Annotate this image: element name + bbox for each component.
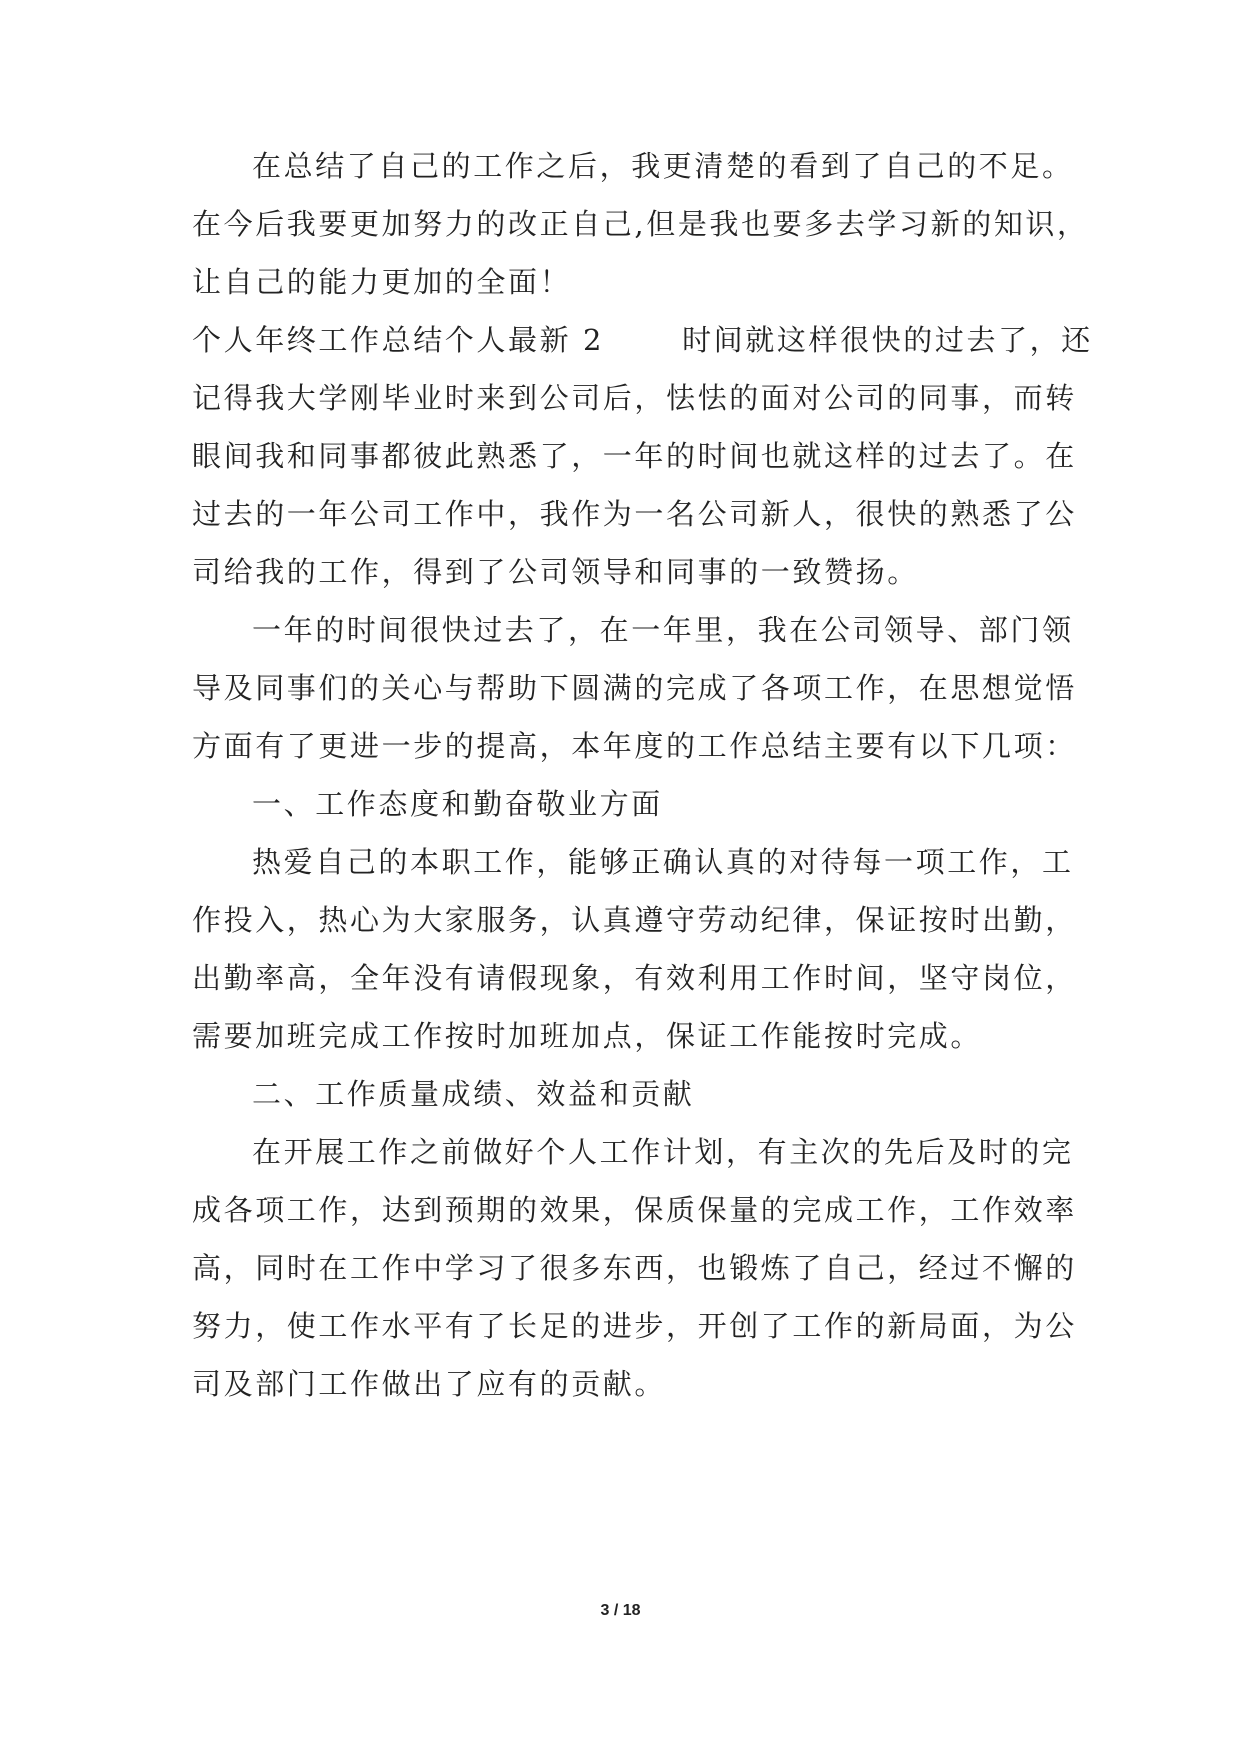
paragraph-line: 一年的时间很快过去了，在一年里，我在公司领导、部门领 <box>252 613 1074 647</box>
paragraph-line: 热爱自己的本职工作，能够正确认真的对待每一项工作，工 <box>252 845 1074 879</box>
paragraph-line: 出勤率高，全年没有请假现象，有效利用工作时间，坚守岗位， <box>192 961 1077 995</box>
paragraph-line: 眼间我和同事都彼此熟悉了，一年的时间也就这样的过去了。在 <box>192 439 1077 473</box>
paragraph-line: 方面有了更进一步的提高，本年度的工作总结主要有以下几项： <box>192 729 1077 763</box>
paragraph-line: 作投入，热心为大家服务，认真遵守劳动纪律，保证按时出勤， <box>192 903 1077 937</box>
paragraph-line: 高，同时在工作中学习了很多东西，也锻炼了自己，经过不懈的 <box>192 1251 1077 1285</box>
paragraph-line: 过去的一年公司工作中，我作为一名公司新人，很快的熟悉了公 <box>192 497 1077 531</box>
paragraph-line: 在今后我要更加努力的改正自己,但是我也要多去学习新的知识， <box>192 207 1089 241</box>
paragraph-start: 时间就这样很快的过去了，还 <box>682 323 1093 357</box>
paragraph-line: 记得我大学刚毕业时来到公司后，怯怯的面对公司的同事，而转 <box>192 381 1077 415</box>
subheading: 一、工作态度和勤奋敬业方面 <box>252 787 663 821</box>
paragraph-line: 司及部门工作做出了应有的贡献。 <box>192 1367 667 1401</box>
section-title: 个人年终工作总结个人最新 2 <box>192 323 605 357</box>
page-number: 3 / 18 <box>600 1602 641 1619</box>
paragraph-line: 在总结了自己的工作之后，我更清楚的看到了自己的不足。 <box>252 149 1074 183</box>
paragraph-line: 司给我的工作，得到了公司领导和同事的一致赞扬。 <box>192 555 919 589</box>
paragraph-line: 需要加班完成工作按时加班加点，保证工作能按时完成。 <box>192 1019 983 1053</box>
paragraph-line: 成各项工作，达到预期的效果，保质保量的完成工作，工作效率 <box>192 1193 1077 1227</box>
subheading: 二、工作质量成绩、效益和贡献 <box>252 1077 695 1111</box>
paragraph-line: 让自己的能力更加的全面！ <box>192 265 572 299</box>
paragraph-line: 导及同事们的关心与帮助下圆满的完成了各项工作，在思想觉悟 <box>192 671 1077 705</box>
paragraph-line: 努力，使工作水平有了长足的进步，开创了工作的新局面，为公 <box>192 1309 1077 1343</box>
paragraph-line: 在开展工作之前做好个人工作计划，有主次的先后及时的完 <box>252 1135 1074 1169</box>
section-title-line <box>192 320 1093 360</box>
